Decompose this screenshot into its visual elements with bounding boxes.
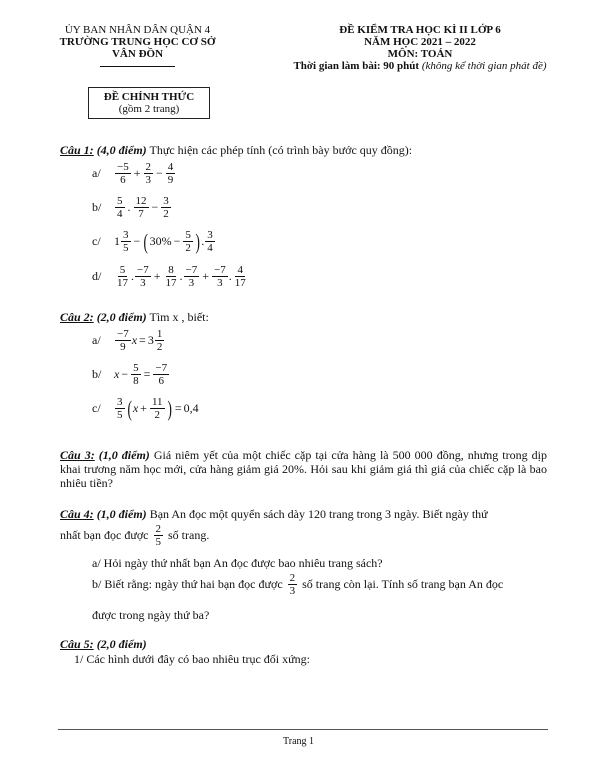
school-name-2: VÂN ĐỒN bbox=[111, 48, 164, 60]
q1-part-a: a/ $\frac{-5}{6}$ + $\frac{2}{3}$ − $\frac{4}{9}$ bbox=[92, 161, 174, 186]
q4-part-a: a/ Hỏi ngày thứ nhất bạn An đọc được bao nhiêu trang sách? bbox=[92, 556, 383, 570]
q4-text-2a: nhất bạn đọc được bbox=[60, 528, 149, 542]
q2-part-b: b/ x − $\frac{5}{8}$ = $\frac{-7}{6}$ bbox=[92, 362, 168, 387]
q2-part-c: c/ $\frac{3}{5}$ ( x + $\frac{11}{2}$ ) = 0,4 bbox=[92, 395, 199, 421]
subject: MÔN: TOÁN bbox=[387, 48, 453, 60]
q4-b-text-1: b/ Biết rằng: ngày thứ hai bạn đọc được bbox=[92, 577, 283, 591]
question-5-heading bbox=[60, 637, 147, 651]
q2-b-label: b/ bbox=[92, 367, 102, 381]
q1-part-d: d/ $\frac{5}{17}$ . $\frac{-7}{3}$ + $\frac{8}{17}$ . $\frac{-7}{3}$ + $\frac{-7}{3}$ . $\frac{4}{17}$ bbox=[92, 264, 246, 289]
fraction: $\frac{12}{7}$ bbox=[135, 195, 147, 220]
time-line bbox=[255, 60, 585, 72]
q2-text: Tìm x , biết: bbox=[149, 310, 209, 324]
q4-part-b: b/ Biết rằng: ngày thứ hai bạn đọc được $\frac{2}{3}$ số trang còn lại. Tính số trang bạn An đọc bbox=[92, 572, 504, 597]
q2-a-label: a/ bbox=[92, 333, 101, 347]
q1-label: Câu 1: bbox=[60, 143, 94, 157]
question-3 bbox=[60, 448, 547, 490]
q4-points: (1,0 điểm) bbox=[96, 507, 147, 521]
fraction: $\frac{-5}{6}$ bbox=[117, 161, 129, 186]
q3-text: Giá niêm yết của một chiếc cặp tại cửa hàng là 500 000 đồng, nhưng trong dịp khai trương năm học mới, cửa hàng giảm giá 20%. Hỏi sau khi giảm giá thì giá của chiếc cặp là bao nhiêu tiền? bbox=[60, 448, 548, 490]
question-4-heading bbox=[60, 507, 547, 521]
school-name: TRƯỜNG TRUNG HỌC CƠ SỞ bbox=[59, 36, 216, 48]
q1-b-label: b/ bbox=[92, 200, 102, 214]
q4-label: Câu 4: bbox=[60, 507, 94, 521]
header-right bbox=[255, 24, 585, 72]
official-title: ĐỀ CHÍNH THỨC bbox=[103, 91, 195, 103]
footer-rule bbox=[58, 729, 548, 730]
q5-text: 1/ Các hình dưới đây có bao nhiêu trục đối xứng: bbox=[74, 652, 310, 666]
q2-c-label: c/ bbox=[92, 401, 101, 415]
q2-part-a: a/ $\frac{-7}{9}$ x = 3 $\frac{1}{2}$ bbox=[92, 328, 163, 353]
q3-label: Câu 3: bbox=[60, 448, 95, 462]
page-count: (gồm 2 trang) bbox=[118, 103, 180, 115]
q1-points: (4,0 điểm) bbox=[96, 143, 147, 157]
fraction: $\frac{5}{2}$ bbox=[185, 229, 191, 254]
q2-points: (2,0 điểm) bbox=[96, 310, 147, 324]
q1-part-b: b/ $\frac{5}{4}$ . $\frac{12}{7}$ − $\frac{3}{2}$ bbox=[92, 195, 169, 220]
fraction: $\frac{3}{5}$ bbox=[123, 229, 129, 254]
time-label: Thời gian làm bài: 90 phút bbox=[293, 60, 420, 72]
page-number: Trang 1 bbox=[282, 736, 315, 747]
q3-points: (1,0 điểm) bbox=[98, 448, 150, 462]
q1-d-label: d/ bbox=[92, 269, 102, 283]
fraction: $\frac{4}{9}$ bbox=[167, 161, 174, 186]
q5-label: Câu 5: bbox=[60, 637, 94, 651]
header-left bbox=[30, 24, 245, 67]
q4-line-2: nhất bạn đọc được $\frac{2}{5}$ số trang. bbox=[60, 523, 210, 548]
question-1-heading bbox=[60, 143, 560, 157]
fraction: $\frac{3}{2}$ bbox=[163, 195, 169, 220]
header-divider bbox=[100, 66, 175, 67]
q5-points: (2,0 điểm) bbox=[96, 637, 147, 651]
question-2-heading bbox=[60, 310, 560, 324]
fraction: $\frac{5}{4}$ bbox=[117, 195, 123, 220]
q4-text-1: Bạn An đọc một quyển sách dày 120 trang trong 3 ngày. Biết ngày thứ bbox=[149, 507, 488, 521]
fraction: $\frac{3}{4}$ bbox=[207, 229, 213, 254]
school-year: NĂM HỌC 2021 – 2022 bbox=[364, 36, 476, 48]
q4-b-text-2: số trang còn lại. Tính số trang bạn An đọc bbox=[302, 577, 504, 591]
time-note: (không kể thời gian phát đề) bbox=[421, 60, 547, 72]
fraction: $\frac{2}{3}$ bbox=[145, 161, 151, 186]
q1-a-label: a/ bbox=[92, 166, 101, 180]
q1-part-c: c/ 1 $\frac{3}{5}$ − ( 30% − $\frac{5}{2}$ ) . $\frac{3}{4}$ bbox=[92, 228, 213, 254]
official-exam-box bbox=[88, 87, 210, 119]
q4-text-2b: số trang. bbox=[168, 528, 210, 542]
q1-c-label: c/ bbox=[92, 234, 101, 248]
q4-part-b-cont: được trong ngày thứ ba? bbox=[92, 608, 210, 622]
exam-title: ĐỀ KIỂM TRA HỌC KÌ II LỚP 6 bbox=[339, 24, 501, 36]
q1-text: Thực hiện các phép tính (có trình bày bước quy đồng): bbox=[149, 143, 413, 157]
district-committee: ỦY BAN NHÂN DÂN QUẬN 4 bbox=[64, 24, 211, 36]
q2-label: Câu 2: bbox=[60, 310, 94, 324]
